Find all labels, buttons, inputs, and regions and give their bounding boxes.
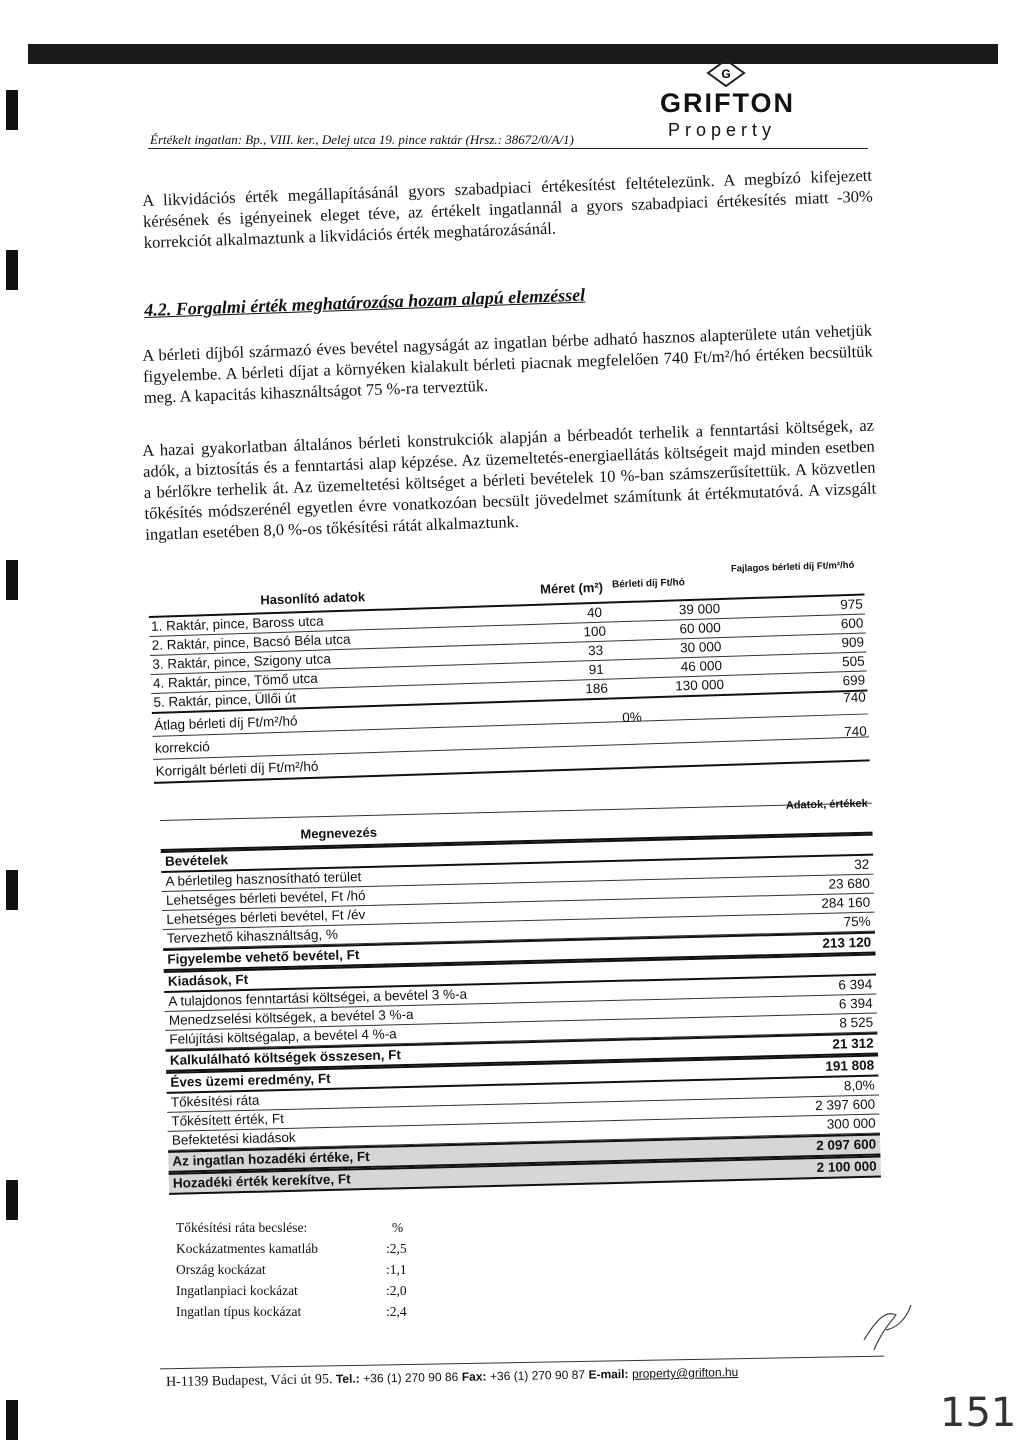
income-label: Hozadéki érték kerekítve, Ft: [172, 1171, 351, 1191]
row-rent: 60 000: [679, 620, 721, 637]
income-label: Kiadások, Ft: [167, 971, 249, 989]
income-label: Lehetséges bérleti bevétel, Ft /év: [166, 907, 366, 927]
row-rent: 130 000: [675, 676, 725, 694]
income-label: Tőkésített érték, Ft: [171, 1111, 285, 1129]
estimate-label: Kockázatmentes kamatláb: [176, 1241, 319, 1256]
estimate-value: :2,0: [386, 1283, 407, 1298]
income-label: Éves üzemi eredmény, Ft: [170, 1070, 331, 1090]
income-label: Tőkésítési ráta: [170, 1092, 260, 1110]
row-rent: 30 000: [679, 639, 722, 656]
rent-paragraph: A bérleti díjból származó éves bevétel nagyságát az ingatlan bérbe adható hasznos alapterülete után vehetjük figyelembe. A bérleti díjat a környéken kialakult bérleti piacnak megfelelően 740 Ft/m²/hó értéken becsültük meg. A kapacitás kihasználtságot 75 %-ra terveztük.: [142, 320, 873, 407]
gr-logo-icon: [706, 58, 746, 88]
average-label: Átlag bérleti díj Ft/m²/hó: [154, 713, 298, 733]
row-name: 3. Raktár, pince, Szigony utca: [152, 651, 332, 672]
row-size: 40: [586, 604, 603, 621]
row-name: 1. Raktár, pince, Baross utca: [150, 613, 324, 634]
brand-subtitle: Property: [668, 120, 777, 140]
col-name-header: Hasonlító adatok: [260, 589, 366, 608]
footer-tel-label: Tel.:: [335, 1371, 360, 1387]
income-value: 2 097 600: [815, 1136, 877, 1154]
binder-mark: [6, 250, 18, 290]
row-name: 5. Raktár, pince, Üllői út: [153, 690, 297, 710]
footer-email-link[interactable]: property@grifton.hu: [631, 1365, 739, 1381]
footer-rule: [160, 1356, 884, 1370]
binder-mark: [6, 1180, 18, 1220]
income-value: 8,0%: [843, 1077, 875, 1094]
comparison-table: [148, 559, 870, 784]
average-value: 740: [842, 689, 866, 706]
income-value: 284 160: [821, 894, 871, 911]
row-rent: 39 000: [678, 601, 721, 618]
signature-mark: [856, 1300, 916, 1360]
income-label: A tulajdonos fenntartási költségei, a bevétel 3 %-a: [168, 986, 468, 1009]
footer: [166, 1365, 739, 1391]
income-label: Bevételek: [164, 852, 229, 869]
estimate-value: :1,1: [386, 1262, 407, 1277]
binder-mark: [6, 1400, 18, 1440]
row-unit: 975: [840, 596, 864, 613]
income-value: 2 100 000: [816, 1158, 877, 1176]
income-table: [160, 797, 881, 1195]
correction-value: 0%: [622, 709, 642, 726]
income-value: 191 808: [825, 1057, 875, 1074]
income-label: Lehetséges bérleti bevétel, Ft /hó: [165, 888, 366, 908]
income-value: 6 394: [838, 976, 873, 993]
footer-tel: +36 (1) 270 90 86: [363, 1369, 459, 1386]
liquidation-paragraph: A likvidációs érték megállapításánál gyors szabadpiaci értékesítést feltételezünk. A megbízó kifejezett kérésének és igényeinek eleget téve, az értékelt ingatlannál a gyors szabadpiaci értékesítés miatt -30% korrekciót alkalmaztunk a likvidációs érték meghatározásánál.: [142, 165, 873, 252]
income-label: Kalkulálható költségek összesen, Ft: [169, 1047, 402, 1068]
income-value: 32: [854, 856, 870, 873]
footer-address: H-1139 Budapest, Váci út 95.: [165, 1372, 333, 1390]
income-label: Befektetési kiadások: [171, 1129, 296, 1148]
footer-email-label: E-mail:: [588, 1366, 629, 1382]
row-unit: 505: [841, 653, 865, 670]
row-unit: 909: [841, 634, 865, 651]
page-number: 151: [940, 1390, 1017, 1436]
brand-name: GRIFTON: [660, 88, 795, 118]
header-rule: [148, 148, 868, 149]
income-value: 2 397 600: [814, 1096, 876, 1114]
correction-label: korrekció: [154, 739, 210, 756]
costs-paragraph: A hazai gyakorlatban általános bérleti konstrukciók alapján a bérbeadót terhelik a fenntartási költségek, az adók, a biztosítás és a fenntartási alap képzése. Az üzemeltetés-energiaellátás költségeit majd minden esetben a bérlőkre terhelik át. Az üzemeltetési költséget a bérleti bevételek 10 %-ban számszerűsítettük. A közvetlen tőkésítés módszerénél egyetlen évre vonatkozóan becsült jövedelmet számítunk át értékmutatóvá. A vizsgált ingatlan esetében 8,0 %-os tőkésítési rátát alkalmaztunk.: [142, 415, 877, 544]
col-size-header: Méret (m²): [539, 579, 604, 597]
row-size: 186: [585, 680, 609, 697]
footer-fax: +36 (1) 270 90 87: [489, 1367, 586, 1384]
row-name: 4. Raktár, pince, Tömő utca: [152, 670, 318, 691]
corrected-label: Korrigált bérleti díj Ft/m²/hó: [155, 758, 319, 779]
row-size: 100: [583, 623, 607, 640]
income-label: Menedzselési költségek, a bevétel 3 %-a: [168, 1006, 414, 1028]
col-rent-header: Bérleti díj Ft/hó: [611, 577, 685, 591]
estimate-label: Ingatlan típus kockázat: [176, 1304, 302, 1319]
income-label: Figyelembe vehető bevétel, Ft: [167, 947, 360, 967]
estimate-value: :2,5: [386, 1241, 407, 1256]
income-label: Az ingatlan hozadéki értéke, Ft: [172, 1148, 370, 1169]
row-unit: 699: [842, 672, 866, 689]
income-value: 6 394: [838, 995, 873, 1012]
binder-mark: [6, 90, 18, 130]
income-value: 300 000: [826, 1115, 876, 1132]
income-value: 213 120: [822, 934, 872, 951]
corrected-value: 740: [844, 723, 868, 740]
valued-property-header: Értékelt ingatlan: Bp., VIII. ker., Delej utca 19. pince raktár (Hrsz.: 38672/0/A/1): [150, 132, 574, 147]
section-title: 4.2. Forgalmi érték meghatározása hozam alapú elemzéssel: [144, 284, 586, 320]
income-label: Tervezhető kihasználtság, %: [166, 926, 339, 946]
estimate-value: :2,4: [386, 1304, 407, 1319]
row-rent: 46 000: [680, 658, 723, 675]
top-black-bar: [28, 44, 998, 64]
income-value: 8 525: [839, 1014, 874, 1031]
estimate-title: Tőkésítési ráta becslése:: [176, 1220, 308, 1235]
binder-mark: [6, 870, 18, 910]
row-size: 91: [588, 661, 604, 678]
footer-fax-label: Fax:: [461, 1369, 487, 1384]
income-value: 23 680: [828, 875, 870, 892]
row-size: 33: [587, 642, 604, 659]
estimate-label: Ingatlanpiaci kockázat: [176, 1283, 298, 1298]
svg-text:G: G: [721, 67, 731, 81]
income-value-header: Adatok, értékek: [785, 797, 868, 812]
col-unit-header: Fajlagos bérleti díj Ft/m²/hó: [730, 559, 855, 575]
row-unit: 600: [840, 615, 864, 632]
estimate-unit: %: [392, 1220, 404, 1235]
binder-mark: [6, 560, 18, 600]
income-value: 21 312: [832, 1035, 874, 1052]
income-label: A bérletileg hasznosítható terület: [165, 869, 362, 889]
income-value: 75%: [843, 913, 871, 930]
income-name-header: Megnevezés: [300, 824, 378, 842]
income-label: Felújítási költségalap, a bevétel 4 %-a: [169, 1026, 397, 1047]
estimate-label: Ország kockázat: [176, 1262, 266, 1277]
row-name: 2. Raktár, pince, Bacsó Béla utca: [151, 631, 351, 653]
